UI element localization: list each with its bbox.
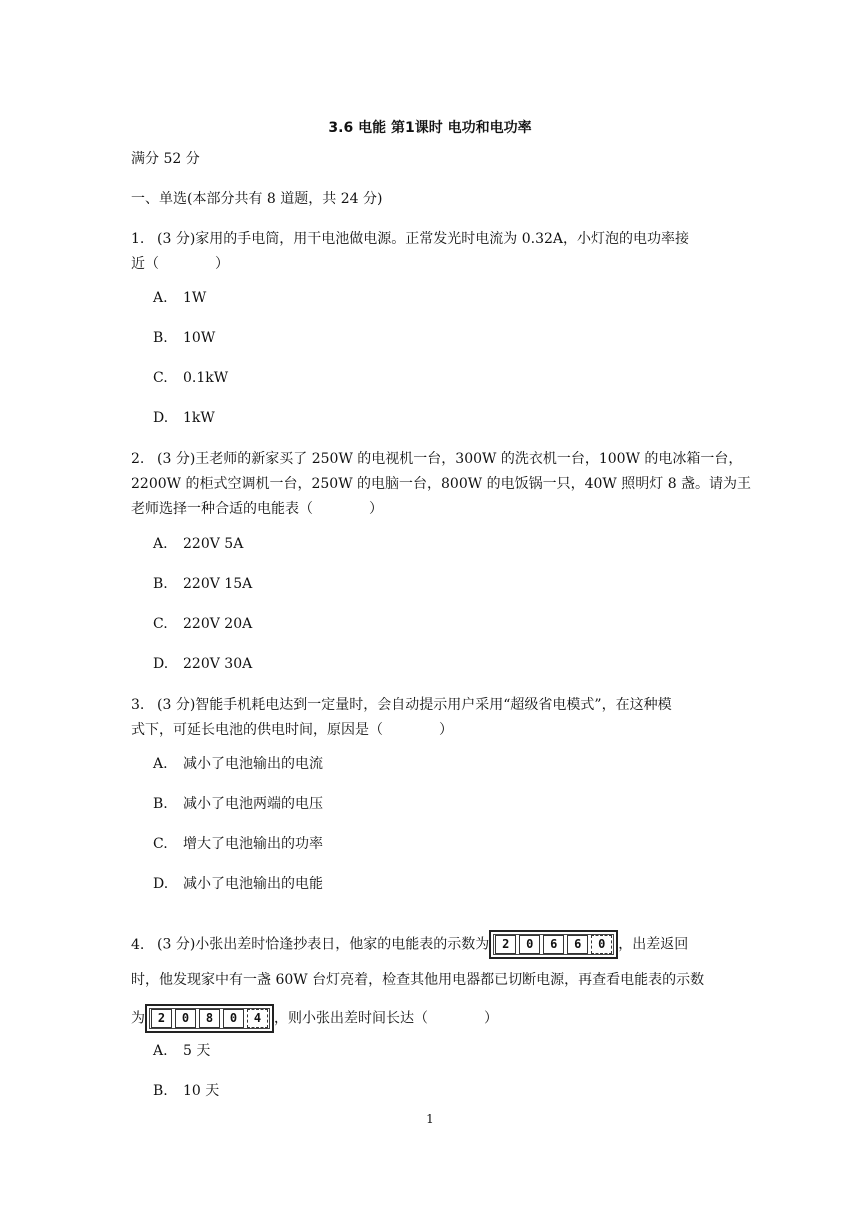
meter-digit: 0 [223,1009,244,1028]
option-text: 0.1kW [183,370,229,386]
question-number: 2. [131,451,145,467]
meter-digit: 6 [543,935,564,954]
option-letter: A. [153,1043,168,1059]
option-text: 1kW [183,410,215,426]
question-text: 近（ ） [131,256,229,272]
option-letter: B. [153,330,168,346]
option-d[interactable] [153,654,252,674]
option-text: 220V 30A [183,656,253,672]
question-text: 式下，可延长电池的供电时间，原因是（ ） [131,722,453,738]
option-letter: D. [153,410,169,426]
option-letter: A. [153,290,168,306]
option-text: 5 天 [183,1043,211,1059]
option-a[interactable] [153,754,323,774]
option-c[interactable] [153,368,228,388]
meter-digit: 6 [567,935,588,954]
meter-digit: 0 [175,1009,196,1028]
question-text: ，出差返回 [618,936,689,953]
option-letter: B. [153,796,168,812]
question-text: 2200W 的柜式空调机一台，250W 的电脑一台，800W 的电饭锅一只，40W 照明灯 8 盏。请为王 [131,476,752,492]
page-title: 3.6 电能 第1课时 电功和电功率 [328,120,532,136]
option-letter: C. [153,616,168,632]
option-text: 10 天 [183,1083,220,1099]
option-d[interactable] [153,408,215,428]
meter-digit: 8 [199,1009,220,1028]
question-text: 为 [131,1010,145,1027]
option-letter: C. [153,836,168,852]
option-letter: C. [153,370,168,386]
energy-meter-reading-before [489,930,618,959]
question-text: (3 分)家用的手电筒，用干电池做电源。正常发光时电流为 0.32A，小灯泡的电功率接 [157,231,690,247]
option-b[interactable] [153,328,215,348]
question-number: 3. [131,697,145,713]
option-a[interactable] [153,288,206,308]
option-text: 220V 15A [183,576,253,592]
question-text: ，则小张出差时间长达（ ） [274,1010,498,1027]
question-text: (3 分)智能手机耗电达到一定量时，会自动提示用户采用“超级省电模式”，在这种模 [157,697,672,713]
option-letter: A. [153,536,168,552]
option-a[interactable] [153,534,243,554]
full-score: 满分 52 分 [131,151,200,167]
option-text: 减小了电池输出的电能 [183,876,323,892]
question-text: 老师选择一种合适的电能表（ ） [131,501,383,517]
meter-digit: 2 [151,1009,172,1028]
question-number: 1. [131,231,145,247]
option-text: 1W [183,290,207,306]
option-letter: B. [153,1083,168,1099]
question-number: 4. [131,936,145,953]
meter-decimal-digit: 4 [247,1009,268,1028]
option-letter: D. [153,876,169,892]
option-text: 减小了电池输出的电流 [183,756,323,772]
meter-digit: 2 [495,935,516,954]
option-text: 220V 20A [183,616,253,632]
meter-digit: 0 [519,935,540,954]
option-b[interactable] [153,1081,219,1101]
option-text: 减小了电池两端的电压 [183,796,323,812]
option-b[interactable] [153,794,323,814]
question-text: 时，他发现家中有一盏 60W 台灯亮着，检查其他用电器都已切断电源，再查看电能表的示数 [131,972,705,988]
question-text: (3 分)王老师的新家买了 250W 的电视机一台，300W 的洗衣机一台，100W 的电冰箱一台， [157,451,743,467]
page-number: 1 [426,1112,434,1126]
meter-decimal-digit: 0 [591,935,612,954]
option-letter: D. [153,656,169,672]
energy-meter-reading-after [145,1004,274,1033]
option-b[interactable] [153,574,252,594]
option-letter: B. [153,576,168,592]
option-text: 10W [183,330,216,346]
option-c[interactable] [153,834,323,854]
option-text: 220V 5A [183,536,244,552]
option-letter: A. [153,756,168,772]
option-text: 增大了电池输出的功率 [183,836,323,852]
section-heading: 一、单选(本部分共有 8 道题，共 24 分) [131,191,383,207]
option-c[interactable] [153,614,252,634]
question-text: (3 分)小张出差时恰逢抄表日，他家的电能表的示数为 [157,936,490,953]
option-d[interactable] [153,874,323,894]
option-a[interactable] [153,1041,210,1061]
